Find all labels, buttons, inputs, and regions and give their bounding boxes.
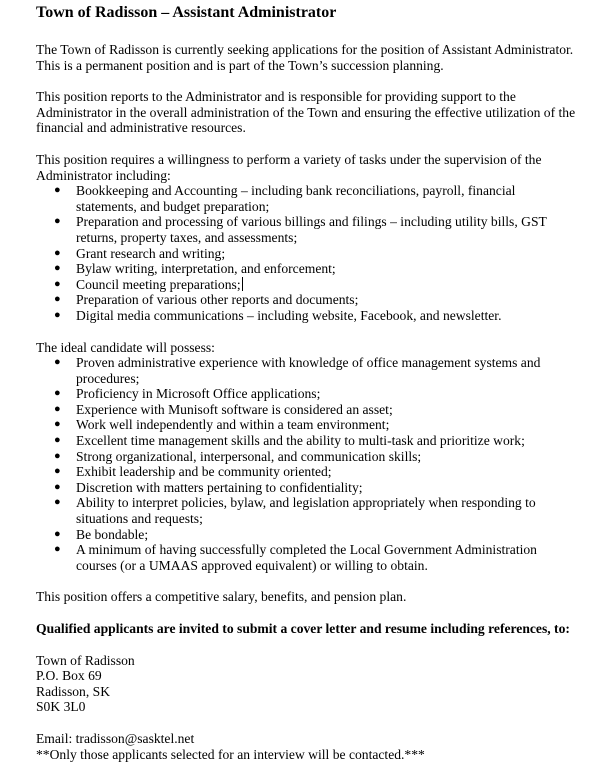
email-line: Email: tradisson@sasktel.net: [36, 730, 195, 746]
bullet-icon: ●: [54, 184, 61, 197]
bullet-icon: ●: [54, 215, 61, 228]
list-item: ● Work well independently and within a team environment;: [54, 417, 390, 433]
list-item: ● Be bondable;: [54, 526, 149, 542]
list-item: ● Ability to interpret policies, bylaw, and legislation appropriately when responding to situations and requests;: [54, 495, 536, 527]
address-line: Radisson, SK: [36, 683, 111, 699]
list-item: ● Discretion with matters pertaining to confidentiality;: [54, 479, 363, 495]
list-item: ● Exhibit leadership and be community oriented;: [54, 464, 332, 480]
list-item: ● Experience with Munisoft software is considered an asset;: [54, 401, 393, 417]
bullet-icon: ●: [54, 277, 61, 290]
bullet-icon: ●: [54, 449, 61, 462]
address-line: S0K 3L0: [36, 699, 86, 715]
bullet-icon: ●: [54, 262, 61, 275]
bullet-icon: ●: [54, 543, 61, 556]
contact-note: **Only those applicants selected for an interview will be contacted.***: [36, 746, 425, 762]
bullet-icon: ●: [54, 434, 61, 447]
list-item: ● Proven administrative experience with knowledge of office management systems and procedures;: [54, 355, 541, 386]
list-item: ● Grant research and writing;: [54, 245, 226, 261]
bullet-icon: ●: [54, 402, 61, 415]
bullet-icon: ●: [54, 387, 61, 400]
document-title: Town of Radisson – Assistant Administrator: [36, 4, 337, 21]
list-item: ● Bookkeeping and Accounting – including bank reconciliations, payroll, financial statements, and budget preparation;: [54, 183, 516, 214]
list-item: ● Bylaw writing, interpretation, and enforcement;: [54, 261, 336, 277]
tasks-intro: This position requires a willingness to perform a variety of tasks under the supervision of the Administrator including:: [36, 151, 542, 183]
list-item: ● A minimum of having successfully completed the Local Government Administration courses (or a UMAAS approved equivalent) or willing to obtain.: [54, 542, 537, 573]
reporting-paragraph: This position reports to the Administrator and is responsible for providing support to the Administrator in the overall administration of the Town and ensuring the effective utilization of the financial and administrative resources.: [36, 89, 576, 136]
list-item: ● Preparation of various other reports and documents;: [54, 292, 359, 308]
list-item: ● Digital media communications – including website, Facebook, and newsletter.: [54, 307, 502, 323]
qualifications-intro: The ideal candidate will possess:: [36, 339, 215, 355]
list-item: ● Preparation and processing of various billings and filings – including utility bills, GST returns, property taxes, and assessments;: [54, 214, 547, 245]
bullet-icon: ●: [54, 418, 61, 431]
mailing-address: [36, 653, 576, 715]
bullet-icon: ●: [54, 480, 61, 493]
list-item: ● Excellent time management skills and the ability to multi-task and prioritize work;: [54, 433, 525, 449]
document-page: [36, 4, 576, 762]
bullet-icon: ●: [54, 496, 61, 509]
compensation-paragraph: This position offers a competitive salary, benefits, and pension plan.: [36, 589, 407, 605]
bullet-icon: ●: [54, 308, 61, 321]
list-item: ● Council meeting preparations;: [54, 276, 241, 292]
address-line: P.O. Box 69: [36, 668, 102, 684]
bullet-icon: ●: [54, 246, 61, 259]
intro-paragraph: The Town of Radisson is currently seeking applications for the position of Assistant Administrator. This is a permanent position and is part of the Town’s succession planning.: [36, 42, 574, 73]
text-cursor: [242, 277, 243, 291]
bullet-icon: ●: [54, 527, 61, 540]
list-item: ● Strong organizational, interpersonal, and communication skills;: [54, 448, 422, 464]
tasks-list: [36, 183, 576, 323]
qualifications-list: [36, 355, 576, 573]
bullet-icon: ●: [54, 293, 61, 306]
address-line: Town of Radisson: [36, 652, 135, 668]
bullet-icon: ●: [54, 465, 61, 478]
list-item: ● Proficiency in Microsoft Office applications;: [54, 386, 321, 402]
bullet-icon: ●: [54, 356, 61, 369]
application-instructions: Qualified applicants are invited to submit a cover letter and resume including references, to:: [36, 621, 570, 636]
